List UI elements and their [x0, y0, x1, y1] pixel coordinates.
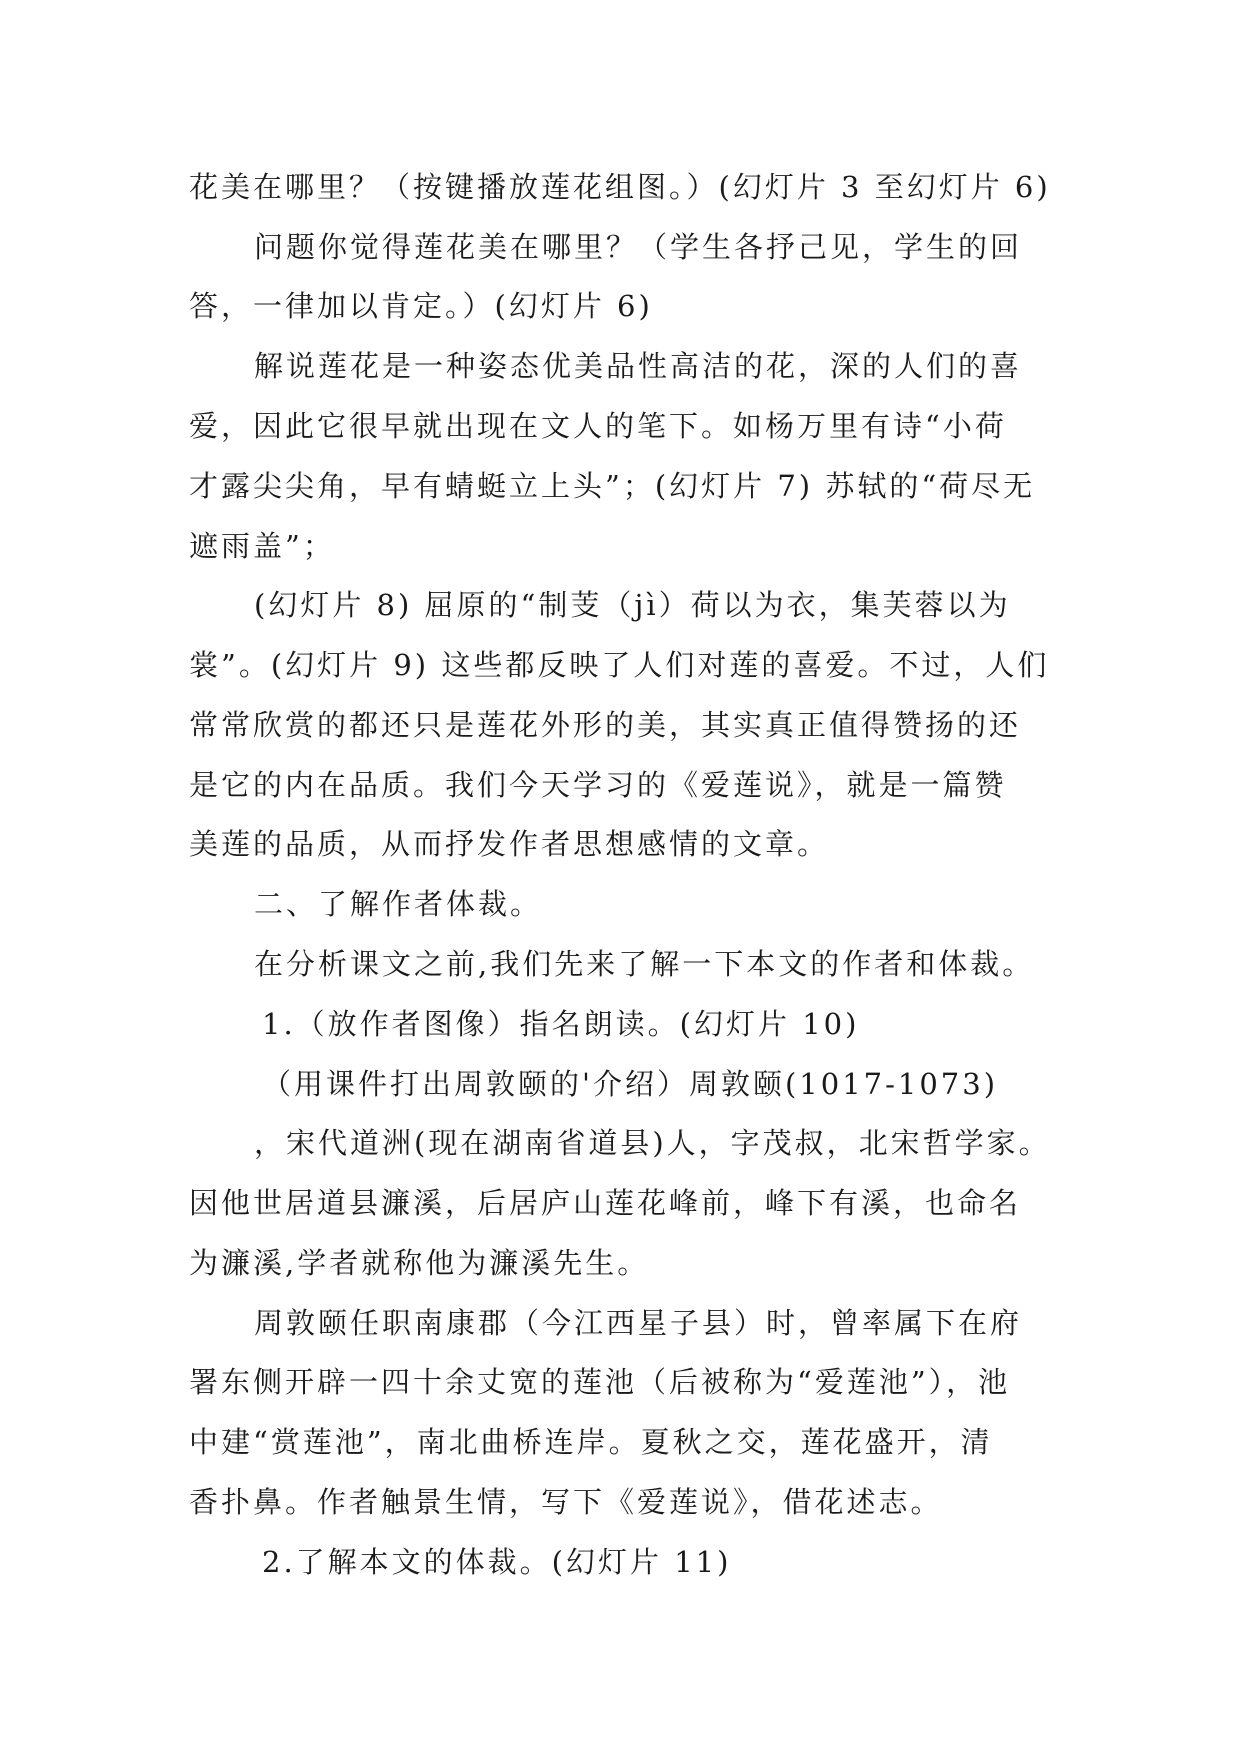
- text-line: 美莲的品质，从而抒发作者思想感情的文章。: [189, 827, 830, 861]
- text-line: 答，一律加以肯定。）(幻灯片 6): [189, 289, 653, 323]
- section-heading: 二、了解作者体裁。: [254, 887, 543, 921]
- text-line: 是它的内在品质。我们今天学习的《爱莲说》，就是一篇赞: [189, 768, 1007, 802]
- text-line: ，宋代道洲(现在湖南省道县)人，字茂叔，北宋哲学家。: [254, 1126, 1051, 1160]
- text-line: 因他世居道县濂溪，后居庐山莲花峰前，峰下有溪，也命名: [189, 1186, 1022, 1220]
- text-line: 香扑鼻。作者触景生情，写下《爱莲说》，借花述志。: [189, 1485, 943, 1519]
- text-line: 在分析课文之前,我们先来了解一下本文的作者和体裁。: [254, 947, 1035, 981]
- text-line: 问题你觉得莲花美在哪里？（学生各抒己见，学生的回: [254, 230, 1023, 264]
- text-line: (幻灯片 8) 屈原的“制芰（jì）荷以为衣，集芙蓉以为: [254, 588, 1011, 622]
- text-line: 2.了解本文的体裁。(幻灯片 11): [262, 1545, 732, 1579]
- text-line: 遮雨盖”；: [189, 529, 335, 563]
- text-line: 1.（放作者图像）指名朗读。(幻灯片 10): [262, 1007, 860, 1041]
- text-line: 常常欣赏的都还只是莲花外形的美，其实真正值得赞扬的还: [189, 708, 1022, 742]
- text-line: 花美在哪里？（按键播放莲花组图。）(幻灯片 3 至幻灯片 6): [189, 170, 1051, 204]
- text-line: 爱，因此它很早就出现在文人的笔下。如杨万里有诗“小荷: [189, 409, 1007, 443]
- text-line: 裳”。(幻灯片 9) 这些都反映了人们对莲的喜爱。不过，人们: [189, 648, 1050, 682]
- text-line: 署东侧开辟一四十余丈宽的莲池（后被称为“爱莲池”），池: [189, 1365, 1011, 1399]
- text-line: 解说莲花是一种姿态优美品性高洁的花，深的人们的喜: [254, 349, 1023, 383]
- text-line: 才露尖尖角，早有蜻蜓立上头”；(幻灯片 7) 苏轼的“荷尽无: [189, 469, 1036, 503]
- text-line: 为濂溪,学者就称他为濂溪先生。: [189, 1246, 650, 1280]
- text-line: 中建“赏莲池”，南北曲桥连岸。夏秋之交，莲花盛开，清: [189, 1425, 993, 1459]
- text-line: （用课件打出周敦颐的'介绍）周敦颐(1017-1073): [262, 1067, 999, 1101]
- text-line: 周敦颐任职南康郡（今江西星子县）时，曾率属下在府: [254, 1306, 1023, 1340]
